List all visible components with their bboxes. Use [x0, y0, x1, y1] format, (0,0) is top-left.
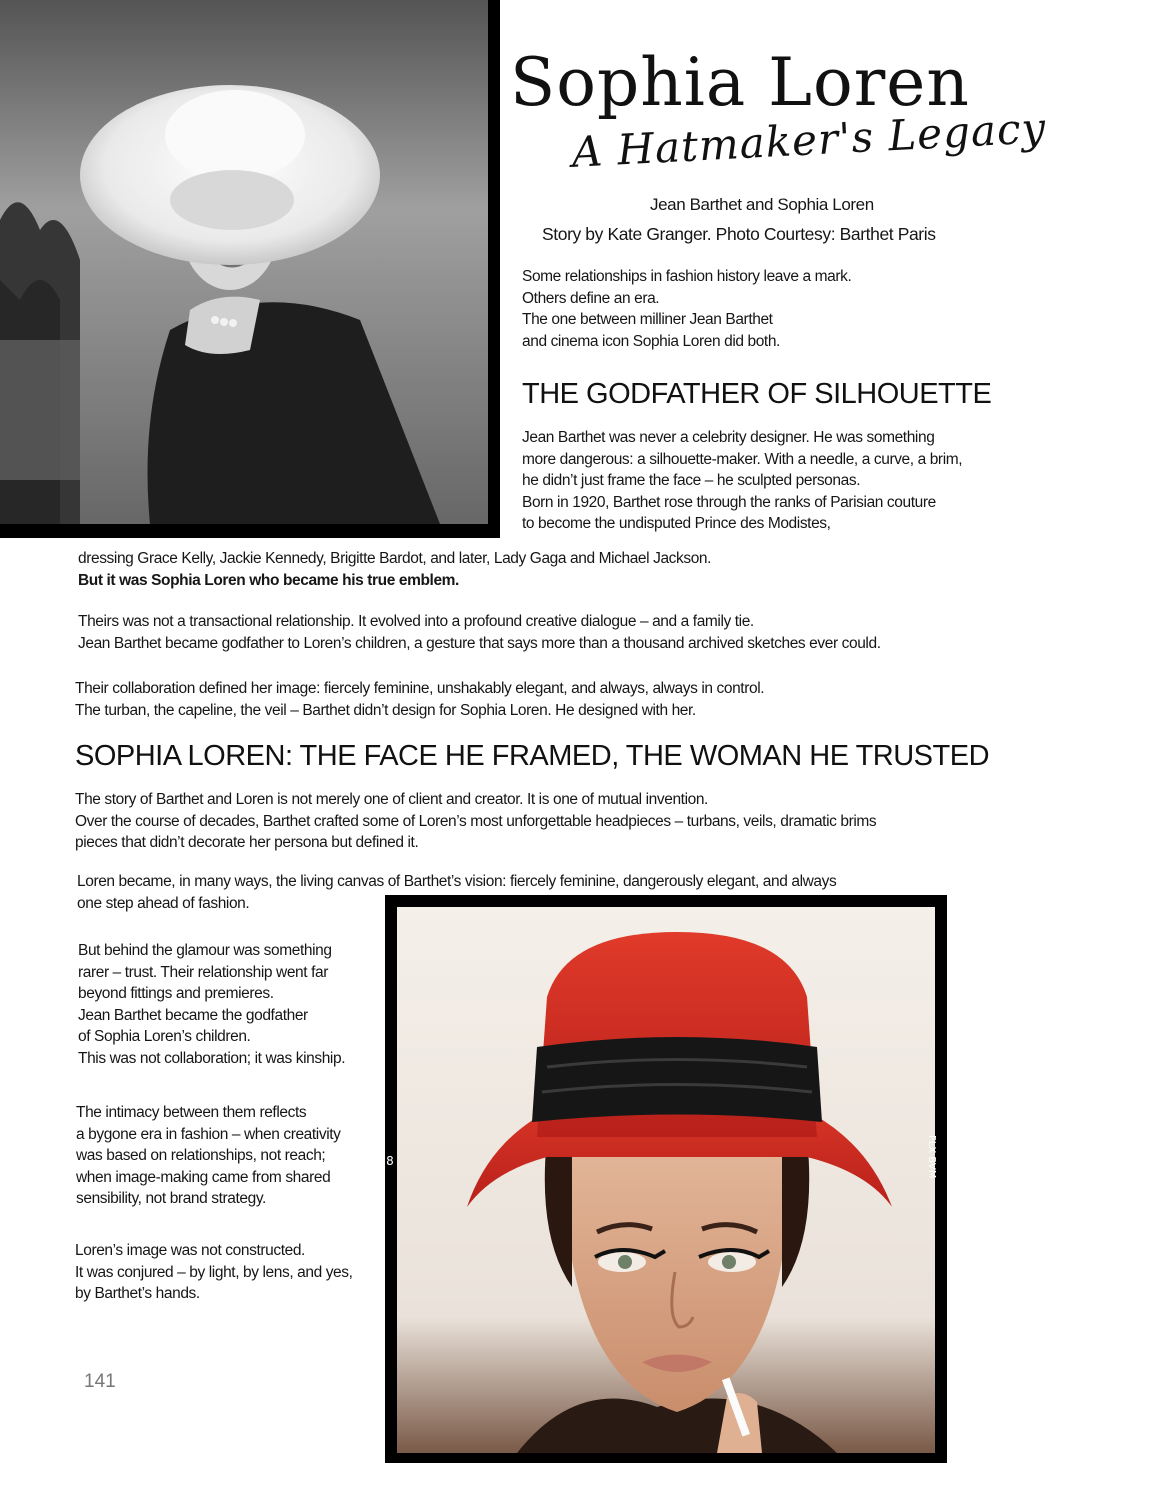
paragraph-line: The turban, the capeline, the veil – Barthet didn’t design for Sophia Loren. He designed with her.: [75, 701, 696, 719]
paragraph-line: a bygone era in fashion – when creativity: [76, 1125, 341, 1143]
paragraph-line: The story of Barthet and Loren is not merely one of client and creator. It is one of mutual invention.: [75, 791, 708, 808]
paragraph-line: Jean Barthet became godfather to Loren’s children, a gesture that says more than a thousand archived sketches ever could.: [78, 634, 881, 652]
paragraph-line: rarer – trust. Their relationship went far: [78, 963, 328, 981]
paragraph-line: of Sophia Loren’s children.: [78, 1028, 251, 1045]
paragraph-line: Their collaboration defined her image: fiercely feminine, unshakably elegant, and always, always in control.: [75, 680, 765, 697]
paragraph-line: Over the course of decades, Barthet crafted some of Loren’s most unforgettable headpieces – turbans, veils, dramatic brims: [75, 812, 877, 830]
photo-color-portrait-image: [397, 907, 935, 1453]
paragraph-line: Loren’s image was not constructed.: [75, 1242, 305, 1259]
film-frame-number: 8: [386, 1154, 394, 1168]
paragraph-line: to become the undisputed Prince des Modistes,: [522, 515, 831, 532]
emblem-line: But it was Sophia Loren who became his true emblem.: [78, 571, 459, 589]
paragraph-line: Born in 1920, Barthet rose through the ranks of Parisian couture: [522, 493, 936, 511]
bw-portrait-illustration: [0, 0, 488, 524]
article-script-subtitle: A Hatmaker's Legacy: [570, 103, 1048, 177]
paragraph-line: Loren became, in many ways, the living canvas of Barthet’s vision: fiercely feminine, dangerously elegant, and always: [77, 873, 837, 890]
paragraph-line: The intimacy between them reflects: [76, 1104, 307, 1121]
intro-line: Others define an era.: [522, 289, 660, 307]
photo-bw-portrait-image: [0, 0, 488, 524]
photo-bw-portrait: [0, 0, 500, 538]
paragraph-line: beyond fittings and premieres.: [78, 985, 274, 1002]
intro-line: and cinema icon Sophia Loren did both.: [522, 332, 780, 350]
paragraph-line: one step ahead of fashion.: [77, 894, 250, 912]
section-heading-godfather: THE GODFATHER OF SILHOUETTE: [522, 378, 992, 410]
paragraph-line: Theirs was not a transactional relationship. It evolved into a profound creative dialogue – and a family tie.: [78, 613, 754, 630]
intimacy-paragraph: [76, 1102, 341, 1210]
section2-paragraph: [75, 789, 876, 854]
collaboration-paragraph: [75, 678, 764, 721]
intro-line: The one between milliner Jean Barthet: [522, 311, 773, 328]
dressing-paragraph: [78, 548, 711, 591]
red-hat-portrait-illustration: [397, 907, 935, 1453]
photo-color-portrait: [385, 895, 947, 1463]
paragraph-line: This was not collaboration; it was kinship.: [78, 1049, 346, 1067]
section-heading-face: SOPHIA LOREN: THE FACE HE FRAMED, THE WOMAN HE TRUSTED: [75, 740, 990, 772]
paragraph-line: sensibility, not brand strategy.: [76, 1190, 266, 1207]
paragraph-line: But behind the glamour was something: [78, 942, 332, 959]
intro-line: Some relationships in fashion history leave a mark.: [522, 268, 852, 285]
paragraph-line: pieces that didn’t decorate her persona but defined it.: [75, 834, 419, 851]
theirs-paragraph: [78, 611, 881, 654]
image-paragraph: [75, 1240, 353, 1305]
paragraph-line: when image-making came from shared: [76, 1168, 331, 1186]
article-subtitle: Jean Barthet and Sophia Loren: [650, 195, 874, 214]
section1-paragraph: [522, 427, 962, 535]
paragraph-line: It was conjured – by light, by lens, and yes,: [75, 1263, 353, 1281]
intro-paragraph: [522, 266, 851, 352]
paragraph-line: dressing Grace Kelly, Jackie Kennedy, Brigitte Bardot, and later, Lady Gaga and Michael Jackson.: [78, 550, 712, 567]
glamour-paragraph: [78, 940, 345, 1069]
film-edge-marking: FLX BVM: [926, 1135, 937, 1179]
page-number: 141: [84, 1371, 116, 1392]
paragraph-line: more dangerous: a silhouette-maker. With a needle, a curve, a brim,: [522, 450, 963, 468]
article-byline: Story by Kate Granger. Photo Courtesy: Barthet Paris: [542, 224, 936, 244]
paragraph-line: he didn’t just frame the face – he sculpted personas.: [522, 472, 861, 489]
article-title: Sophia Loren: [510, 44, 970, 121]
paragraph-line: was based on relationships, not reach;: [76, 1147, 326, 1164]
paragraph-line: Jean Barthet became the godfather: [78, 1006, 308, 1024]
paragraph-line: by Barthet’s hands.: [75, 1285, 200, 1302]
paragraph-line: Jean Barthet was never a celebrity designer. He was something: [522, 429, 935, 446]
